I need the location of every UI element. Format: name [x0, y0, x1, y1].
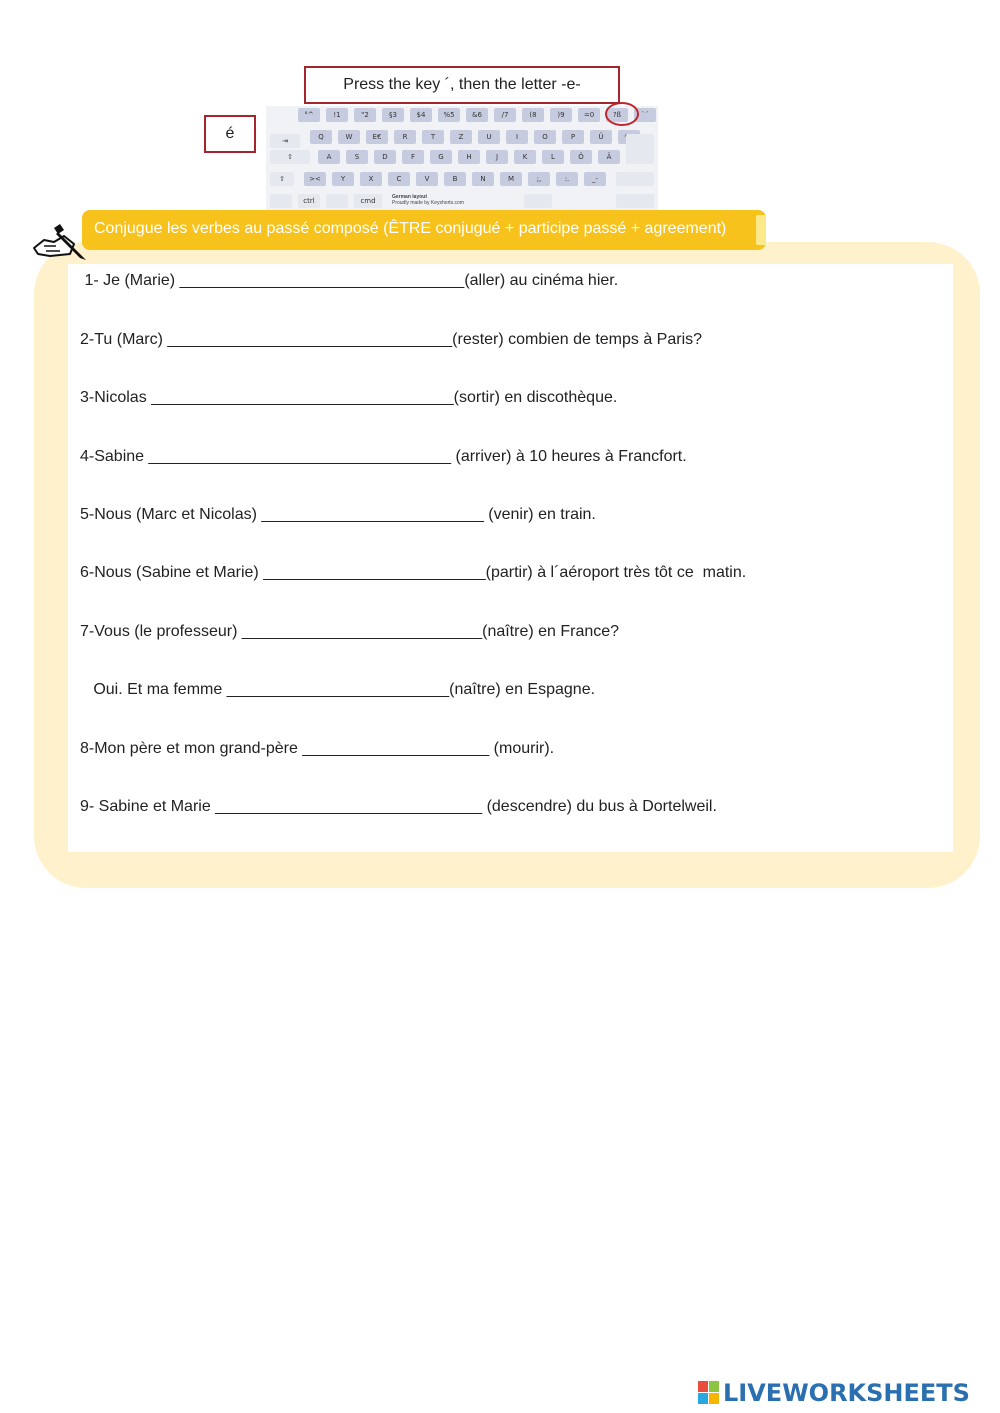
cmd-right-key: [524, 194, 552, 208]
exercise-8[interactable]: 8-Mon père et mon grand-père _____________________ (mourir).: [80, 740, 555, 757]
keyboard-key: Ö: [570, 150, 592, 164]
keyboard-key: %5: [438, 108, 460, 122]
keyboard-key: =0: [578, 108, 600, 122]
keyboard-key: U: [478, 130, 500, 144]
keyboard-key: !1: [326, 108, 348, 122]
keyboard-key: )9: [550, 108, 572, 122]
keyboard-key: _-: [584, 172, 606, 186]
keyboard-key: I: [506, 130, 528, 144]
keyboard-key: ?ß: [606, 108, 628, 122]
keyboard-key: G: [430, 150, 452, 164]
keyboard-key: O: [534, 130, 556, 144]
result-character-box: [204, 115, 256, 153]
cmd-key: cmd: [354, 194, 382, 208]
keyboard-key: F: [402, 150, 424, 164]
keyboard-key: X: [360, 172, 382, 186]
keyboard-key: §3: [382, 108, 404, 122]
exercise-3[interactable]: 3-Nicolas __________________________________(sortir) en discothèque.: [80, 389, 618, 406]
logo-badge-cell-v: [698, 1393, 708, 1404]
logo-badge-icon: [698, 1381, 720, 1405]
exercise-4[interactable]: 4-Sabine __________________________________ (arriver) à 10 heures à Francfort.: [80, 448, 687, 465]
logo-badge-cell-e: [709, 1393, 719, 1404]
exercise-1[interactable]: 1- Je (Marie) ________________________________(aller) au cinéma hier.: [80, 272, 619, 289]
keyboard-key: (8: [522, 108, 544, 122]
arrow-keys: [616, 194, 654, 208]
keyboard-key: Ä: [598, 150, 620, 164]
exercise-6[interactable]: 6-Nous (Sabine et Marie) _________________________(partir) à l´aéroport très tôt ce matin.: [80, 564, 747, 581]
keyboard-key: D: [374, 150, 396, 164]
keyboard-key: S: [346, 150, 368, 164]
exercise-panel: [68, 264, 953, 852]
logo-text: LIVEWORKSHEETS: [723, 1379, 970, 1407]
keyboard-key: Q: [310, 130, 332, 144]
keyboard-key: B: [444, 172, 466, 186]
exercise-9[interactable]: 9- Sabine et Marie ______________________________ (descendre) du bus à Dortelweil.: [80, 798, 717, 815]
accent-key-highlight-circle: [605, 102, 639, 126]
banner-tab: [756, 215, 766, 245]
exercise-5[interactable]: 5-Nous (Marc et Nicolas) _________________________ (venir) en train.: [80, 506, 596, 523]
exercise-7[interactable]: 7-Vous (le professeur) ___________________________(naître) en France?: [80, 623, 620, 640]
keyboard-key: L: [542, 150, 564, 164]
keyboard-key: "2: [354, 108, 376, 122]
keyboard-key: P: [562, 130, 584, 144]
keyboard-key: A: [318, 150, 340, 164]
instruction-text: Press the key ´, then the letter -e-: [343, 76, 581, 93]
keyboard-key: R: [394, 130, 416, 144]
keyboard-illustration: [266, 106, 658, 212]
keyboard-key: E€: [366, 130, 388, 144]
enter-key: [626, 134, 654, 164]
keyboard-key: &6: [466, 108, 488, 122]
logo-badge-cell-l: [698, 1381, 708, 1392]
keyboard-key: Z: [450, 130, 472, 144]
keyboard-key: °^: [298, 108, 320, 122]
keyboard-key: Y: [332, 172, 354, 186]
keyboard-key: ;,: [528, 172, 550, 186]
caps-key: ⇧: [270, 150, 310, 164]
alt-key: [326, 194, 348, 208]
keyboard-key: M: [500, 172, 522, 186]
exercise-7b[interactable]: Oui. Et ma femme _________________________(naître) en Espagne.: [80, 681, 596, 698]
writing-hand-icon: [30, 220, 90, 262]
instruction-box: [304, 66, 620, 104]
shift-key-icon: ⇧: [270, 172, 294, 186]
exercise-title: Conjugue les verbes au passé composé (ÊTRE conjugué + participe passé + agreement): [94, 220, 727, 237]
keyboard-caption: [392, 194, 464, 206]
exercise-2[interactable]: 2-Tu (Marc) ________________________________(rester) combien de temps à Paris?: [80, 331, 703, 348]
keyboard-key: :.: [556, 172, 578, 186]
keyboard-key: $4: [410, 108, 432, 122]
result-character: é: [225, 125, 235, 142]
ctrl-key: ctrl: [298, 194, 320, 208]
keyboard-key: H: [458, 150, 480, 164]
keyboard-key: ><: [304, 172, 326, 186]
keyboard-caption-credit: Proudly made by Keyshorts.com: [392, 200, 464, 206]
keyboard-key: /7: [494, 108, 516, 122]
keyboard-key: K: [514, 150, 536, 164]
keyboard-key: C: [388, 172, 410, 186]
logo-badge-cell-i: [709, 1381, 719, 1392]
keyboard-key: W: [338, 130, 360, 144]
fn-key: [270, 194, 292, 208]
tab-key-icon: ⇥: [270, 134, 300, 148]
liveworksheets-logo: [698, 1376, 970, 1410]
keyboard-key: T: [422, 130, 444, 144]
keyboard-key: `´: [634, 108, 656, 122]
keyboard-key: Ü: [590, 130, 612, 144]
shift-right-key: [616, 172, 654, 186]
keyboard-key: J: [486, 150, 508, 164]
keyboard-caption-title: German layout: [392, 194, 428, 200]
keyboard-key: N: [472, 172, 494, 186]
keyboard-key: V: [416, 172, 438, 186]
